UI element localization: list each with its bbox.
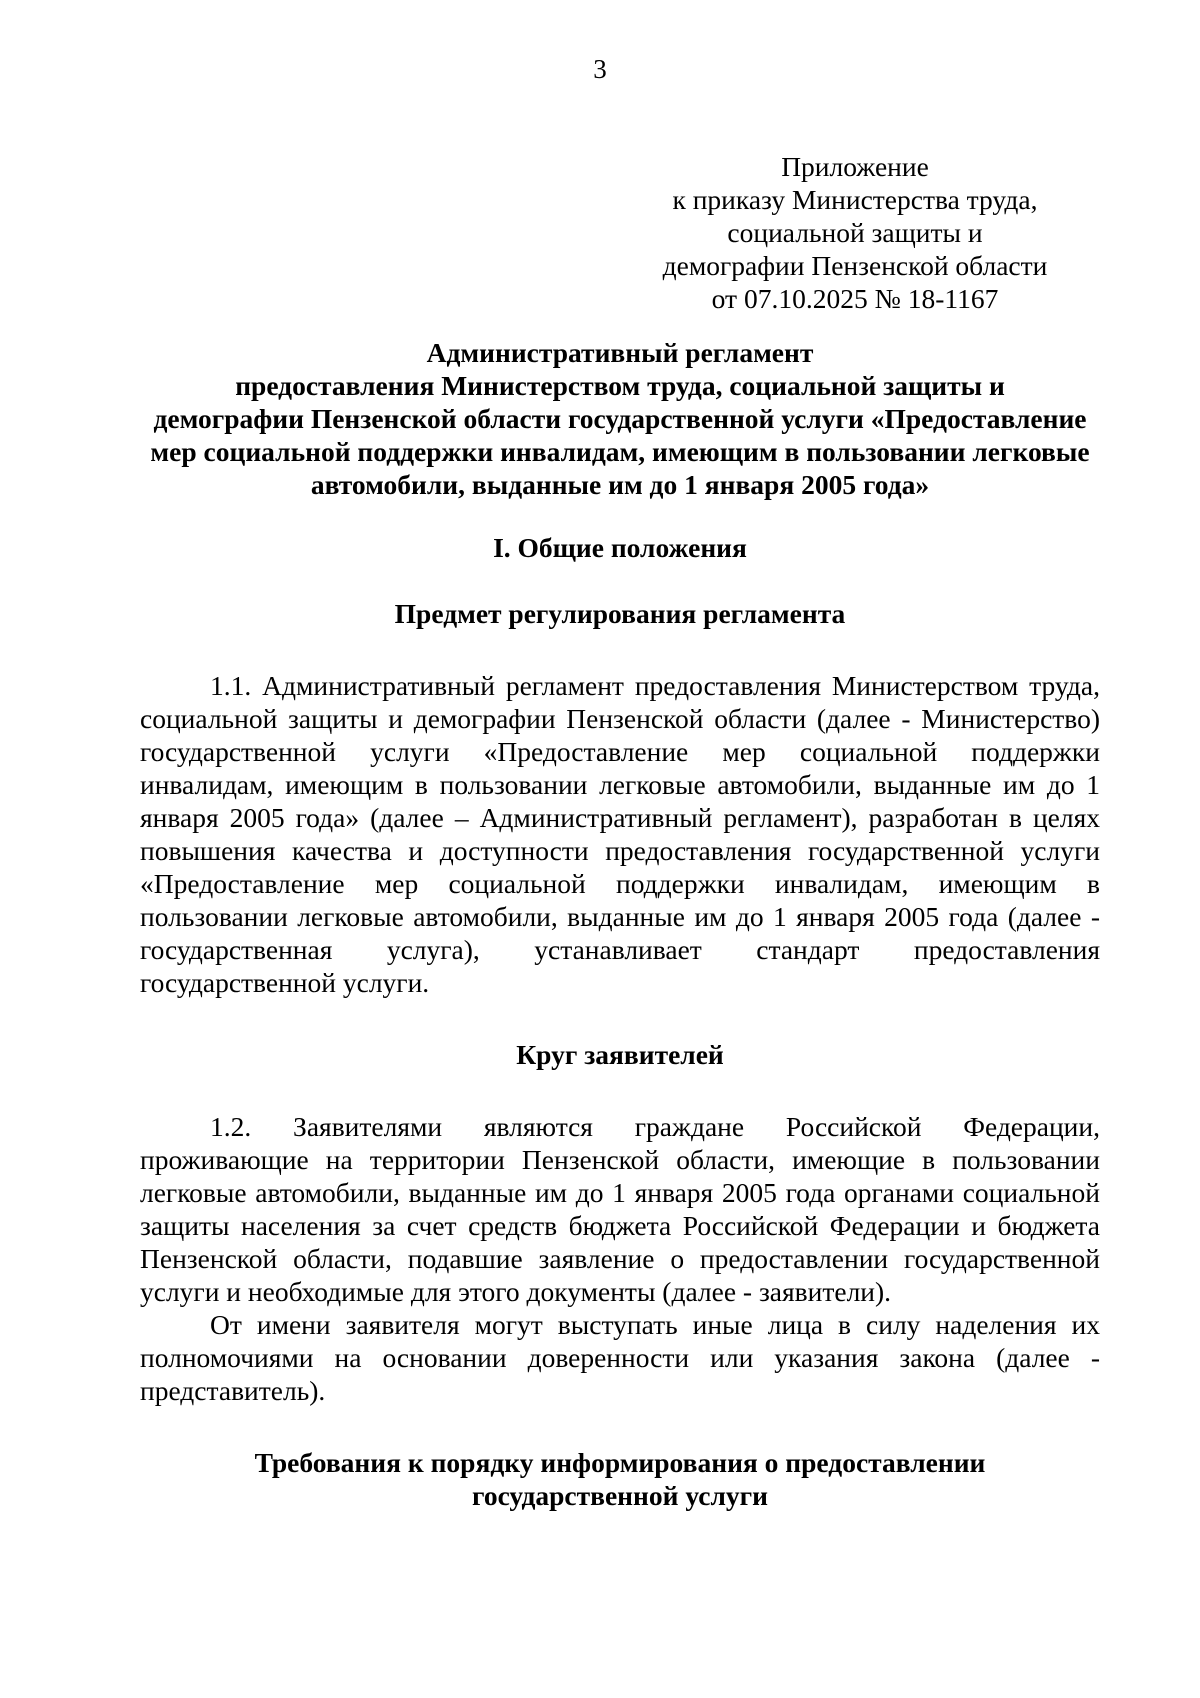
info-requirements-heading [140,1446,1100,1512]
heading-line: Требования к порядку информирования о предоставлении [254,1447,986,1478]
title-line: мер социальной поддержки инвалидам, имеющим в пользовании легковые [150,436,1090,467]
title-line: автомобили, выданные им до 1 января 2005 года» [310,469,930,500]
document-body [140,336,1100,1512]
paragraph-1-1: 1.1. Административный регламент предоставления Министерством труда, социальной защиты и демографии Пензенской области (далее - Министерство) государственной услуги «Предоставление мер социальной поддержки инвалидам, имеющим в пользовании легковые автомобили, выданные им до 1 января 2005 года» (далее – Административный регламент), разработан в целях повышения качества и доступности предоставления государственной услуги «Предоставление мер социальной поддержки инвалидам, имеющим в пользовании легковые автомобили, выданные им до 1 января 2005 года (далее - государственная услуга), устанавливает стандарт предоставления государственной услуги. [140,670,1100,998]
title-line: демографии Пензенской области государственной услуги «Предоставление [153,403,1087,434]
applicants-heading: Круг заявителей [516,1039,724,1070]
paragraph-representative: От имени заявителя могут выступать иные лица в силу наделения их полномочиями на основании доверенности или указания закона (далее - представитель). [140,1309,1100,1406]
appendix-line: Приложение [781,151,929,182]
document-title [140,336,1100,501]
appendix-line: к приказу Министерства труда, [672,184,1038,215]
appendix-line: социальной защиты и [727,217,983,248]
heading-line: государственной услуги [472,1480,768,1511]
title-line: Административный регламент [426,337,814,368]
title-line: предоставления Министерством труда, социальной защиты и [235,370,1005,401]
paragraph-1-2: 1.2. Заявителями являются граждане Российской Федерации, проживающие на территории Пензенской области, имеющие в пользовании легковые автомобили, выданные им до 1 января 2005 года органами социальной защиты населения за счет средств бюджета Российской Федерации и бюджета Пензенской области, подавшие заявление о предоставлении государственной услуги и необходимые для этого документы (далее - заявители). [140,1111,1100,1307]
appendix-line: демографии Пензенской области [662,250,1048,281]
subject-heading: Предмет регулирования регламента [394,598,846,629]
appendix-line: от 07.10.2025 № 18-1167 [711,283,999,314]
page-number: 3 [593,54,607,84]
appendix-block [620,150,1090,315]
section-heading: I. Общие положения [493,532,747,563]
